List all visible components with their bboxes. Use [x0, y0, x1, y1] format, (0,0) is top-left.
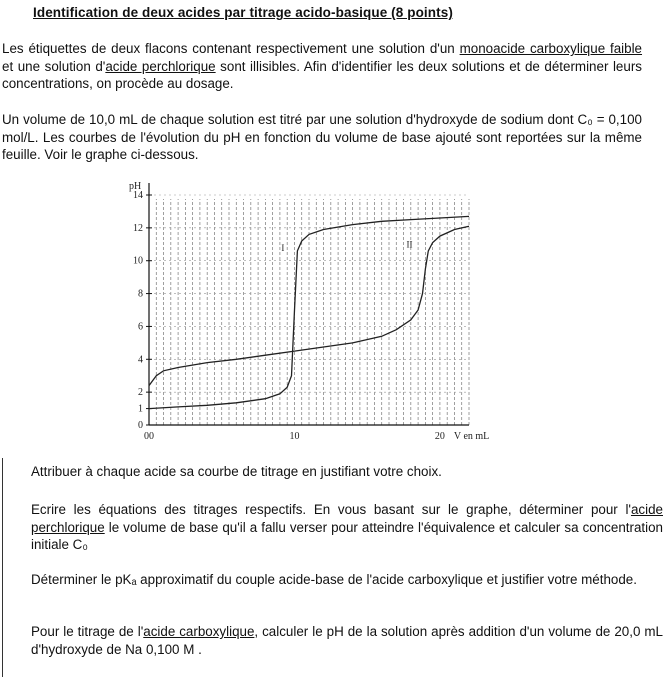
y-axis-label: pH — [129, 181, 142, 192]
question-2-underlined: acide perchlorique — [31, 502, 663, 535]
intro-paragraph — [2, 40, 642, 93]
x-tick-label: 20 — [434, 431, 445, 442]
question-2-number — [9, 501, 31, 519]
question-2-text-2: le volume de base qu'il a fallu verser pour atteindre l'équivalence et calculer sa concentration initiale C₀ — [31, 519, 663, 552]
titration-curve-ii — [149, 226, 469, 385]
intro-text-1: Les étiquettes de deux flacons contenant respectivement une solution d'un — [2, 41, 460, 56]
y-tick-label: 6 — [138, 321, 143, 333]
question-4-text-2: , calculer le pH de la solution après addition d'un volume de 20,0 mL d'hydroxyde de Na 0,100 M . — [31, 624, 663, 657]
x-tick-label: 00 — [144, 431, 154, 442]
y-tick-label: 2 — [138, 387, 143, 399]
question-4-text-1: Pour le titrage de l' — [31, 624, 144, 639]
question-3-number — [9, 571, 31, 589]
setup-paragraph: Un volume de 10,0 mL de chaque solution est titré par une solution d'hydroxyde de sodium dont C₀ = 0,100 mol/L. Les courbes de l'évolution du pH en fonction du volume de base ajouté sont reportées sur la même feuille. Voir le graphe ci-dessous. — [2, 112, 642, 162]
question-1 — [9, 463, 663, 481]
intro-text-3: sont illisibles. Afin d'identifier les deux solutions et de déterminer leurs concentrations, on procède au dosage. — [2, 58, 642, 91]
exercise-title: Identification de deux acides par titrage acido-basique (8 points) — [33, 5, 453, 20]
titration-graph — [104, 177, 494, 447]
intro-underlined-1: monoacide carboxylique faible — [459, 41, 643, 56]
questions-box — [2, 458, 663, 677]
y-tick-label: 8 — [138, 288, 143, 300]
y-tick-label: 10 — [133, 255, 143, 267]
question-2 — [9, 501, 663, 554]
y-tick-label: 14 — [133, 190, 143, 201]
question-1-number — [9, 463, 31, 481]
y-tick-label: 12 — [133, 222, 143, 234]
intro-underlined-2: acide perchlorique — [105, 58, 216, 74]
y-tick-label: 0 — [138, 420, 143, 431]
question-4-number — [9, 623, 31, 641]
question-1-text: Attribuer à chaque acide sa courbe de titrage en justifiant votre choix. — [31, 464, 442, 479]
intro-text-2: et une solution d' — [2, 58, 106, 74]
question-3 — [9, 571, 663, 589]
y-tick-label: 4 — [138, 354, 143, 366]
curve-label-ii: II — [406, 239, 413, 250]
question-4-underlined: acide carboxylique — [143, 624, 255, 639]
question-2-text-1: Ecrire les équations des titrages respectifs. En vous basant sur le graphe, déterminer pour l' — [31, 502, 631, 517]
question-3-text: Déterminer le pKₐ approximatif du couple acide-base de l'acide carboxylique et justifier votre méthode. — [31, 572, 637, 587]
x-tick-label: 10 — [289, 431, 300, 442]
x-axis-label: V en mL — [453, 431, 490, 442]
question-4 — [9, 623, 663, 658]
y-tick-label: 1 — [138, 403, 143, 415]
curve-label-i: I — [281, 242, 285, 253]
